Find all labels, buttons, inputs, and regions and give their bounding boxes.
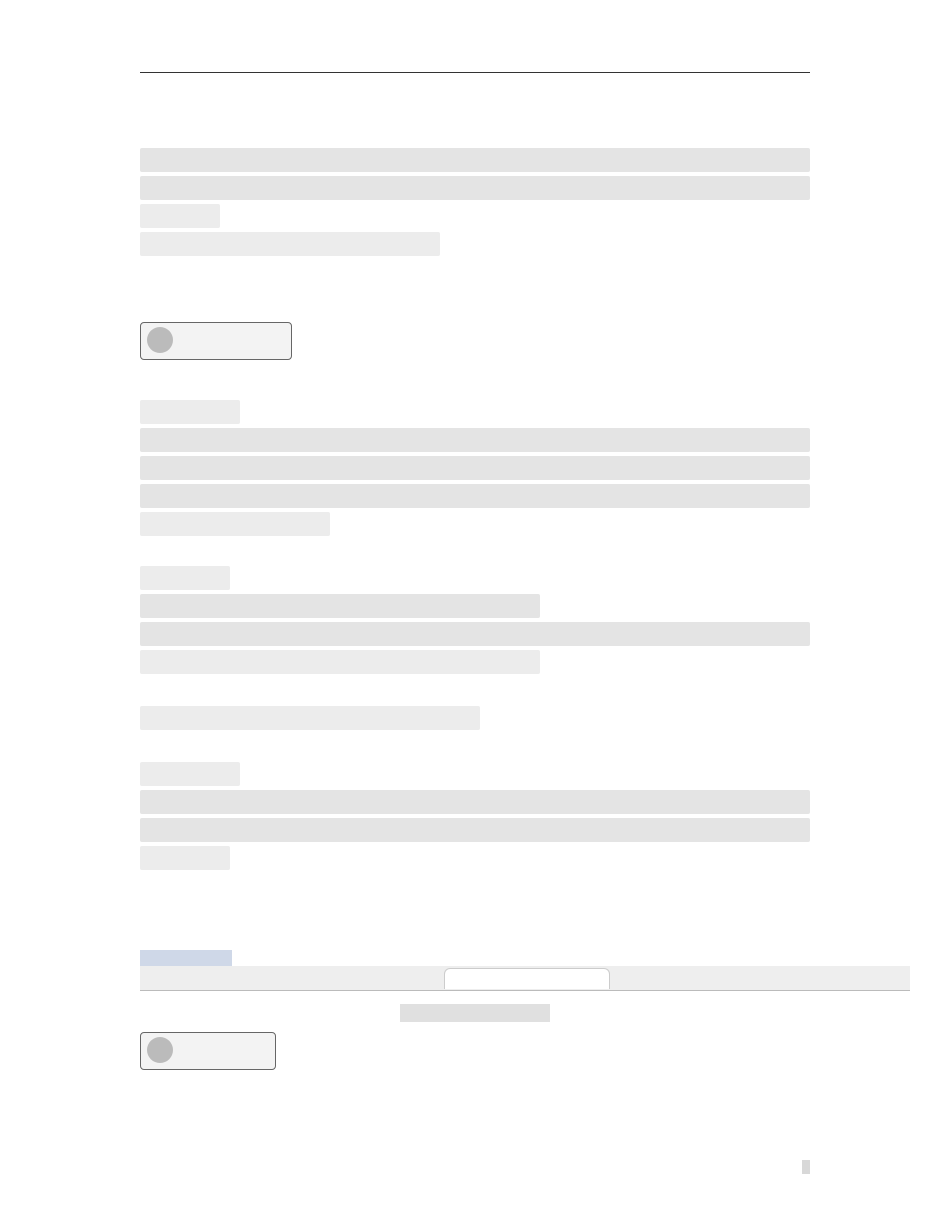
book-icon	[147, 327, 173, 353]
text-line	[140, 428, 810, 452]
text-line	[140, 790, 810, 814]
text-line	[140, 176, 810, 200]
heading-line	[140, 762, 240, 786]
text-line	[140, 512, 330, 536]
header-rule	[140, 72, 810, 73]
text-line	[140, 706, 480, 730]
page-number	[802, 1160, 810, 1174]
heading-line	[140, 400, 240, 424]
section-title	[400, 1004, 550, 1022]
section-tab	[444, 968, 610, 989]
text-line	[140, 484, 810, 508]
explanation-line	[140, 232, 440, 256]
section-banner	[140, 1032, 276, 1070]
text-line	[140, 148, 810, 172]
person-icon	[147, 1037, 173, 1063]
heading-line	[140, 566, 230, 590]
section-banner	[140, 322, 292, 360]
text-line	[140, 594, 540, 618]
section-marker	[140, 950, 232, 966]
section-tab-bar	[140, 966, 910, 991]
text-line	[140, 456, 810, 480]
text-line	[140, 846, 230, 870]
text-line	[140, 622, 810, 646]
text-line	[140, 818, 810, 842]
answer-line	[140, 204, 220, 228]
text-line	[140, 650, 540, 674]
